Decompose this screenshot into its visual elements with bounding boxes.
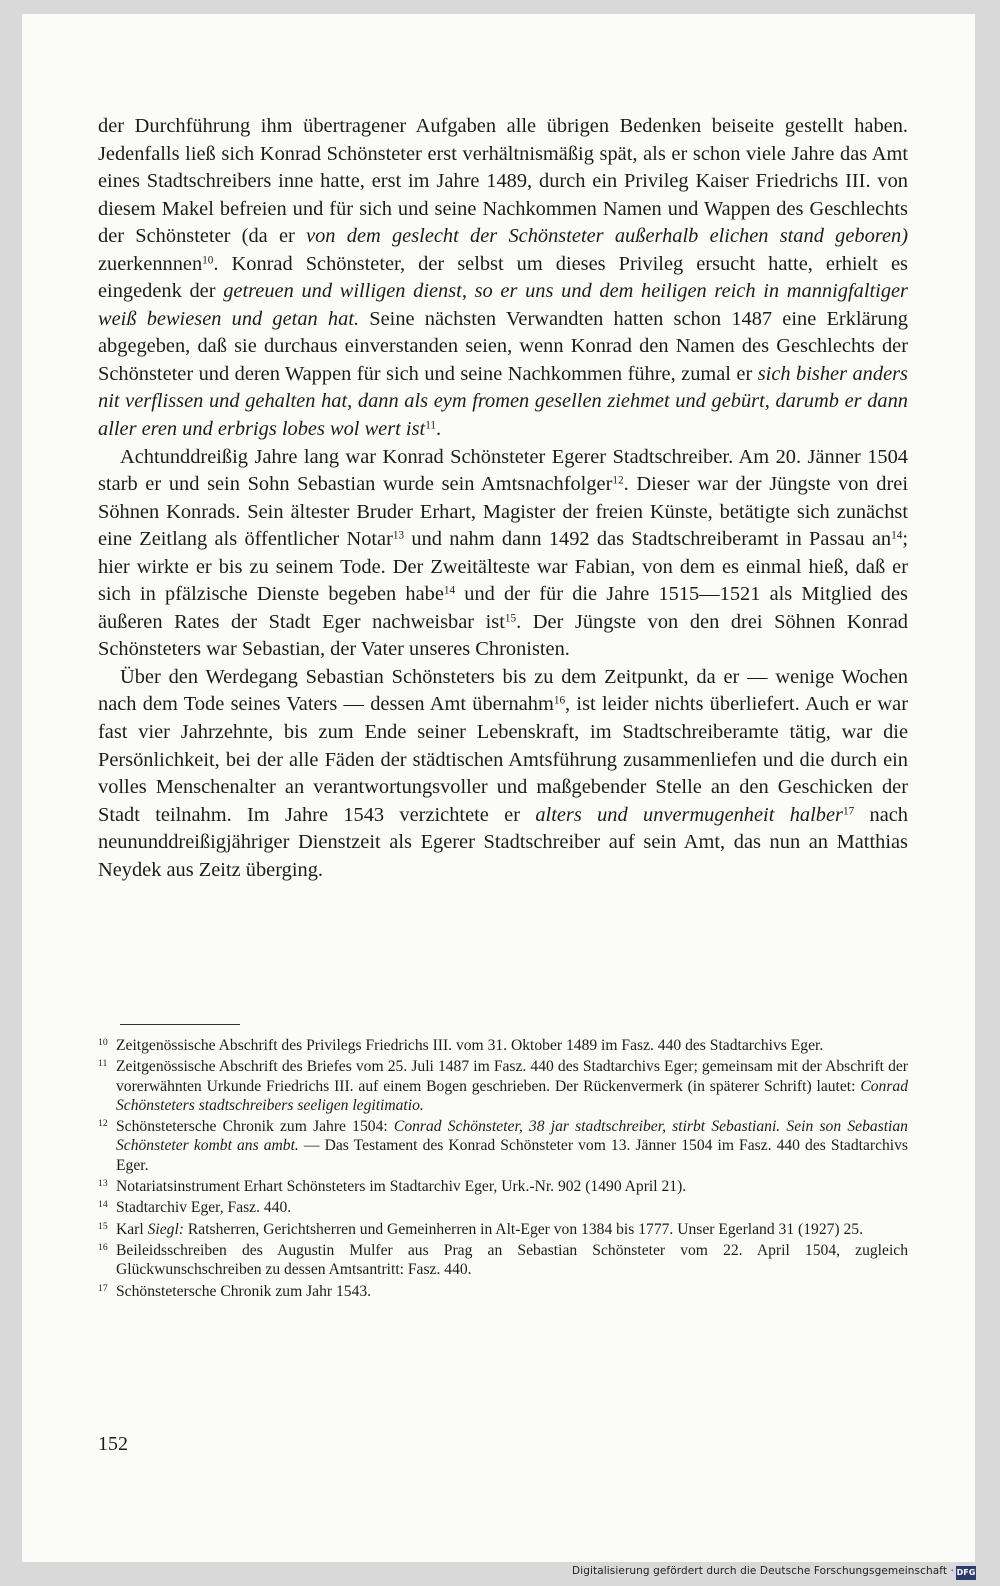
footnote-ref: 11: [425, 419, 436, 432]
footnote-text: [116, 1178, 686, 1195]
text-run: Notariatsinstrument Erhart Schönsteters im Stadtarchiv Eger, Urk.-Nr. 902 (1490 April 21).: [116, 1178, 687, 1196]
page-number: 152: [98, 1433, 128, 1455]
text-run: Schönstetersche Chronik zum Jahre 1504:: [116, 1118, 394, 1136]
footnotes: [98, 1036, 908, 1303]
italic-quote: Siegl:: [147, 1220, 184, 1238]
text-run: Zeitgenössische Abschrift des Briefes vom 25. Juli 1487 im Fasz. 440 des Stadtarchivs Eger; gemeinsam mit der Abschrift der vorerwähnten Urkunde Friedrichs III. auf einem Bogen geschrieben. Der Rückenvermerk (in späterer Schrift) lautet:: [116, 1058, 908, 1095]
footnote-ref: 17: [842, 804, 855, 817]
italic-quote: Conrad Schönsteters stadtschreibers seeligen legitimatio.: [116, 1077, 908, 1114]
text-run: Schönstetersche Chronik zum Jahr 1543.: [116, 1282, 372, 1300]
italic-quote: von dem geslecht der Schönsteter außerhalb elichen stand geboren): [306, 225, 908, 248]
footnote-13: [98, 1177, 908, 1196]
text-run: .: [436, 418, 442, 441]
paragraph-3: [98, 664, 908, 884]
footnote-text: [116, 1283, 371, 1300]
footnote-number: 17: [98, 1282, 108, 1294]
footnote-text: [116, 1058, 908, 1114]
footnote-16: [98, 1241, 908, 1280]
footnote-17: [98, 1282, 908, 1301]
italic-quote: Conrad Schönsteter, 38 jar stadtschreiber, stirbt Sebastiani. Sein son Sebastian Schönsteter kombt ans ambt.: [116, 1118, 908, 1155]
text-run: ; hier wirkte er bis zu seinem Tode. Der Zweitälteste war Fabian, von dem es einmal hieß, daß er sich in pfälzische Dienste begeben habe: [98, 528, 908, 606]
footnote-separator: [120, 1024, 240, 1025]
footnote-number: 13: [98, 1178, 108, 1190]
text-run: und der für die Jahre 1515—1521 als Mitglied des äußeren Rates der Stadt Eger nachweisbar ist: [98, 583, 908, 633]
footnote-14: [98, 1198, 908, 1217]
footnote-ref: 15: [504, 612, 517, 625]
footnote-text: [116, 1118, 908, 1174]
footnote-number: 11: [98, 1058, 108, 1070]
text-run: , ist leider nichts überliefert. Auch er war fast vier Jahrzehnte, bis zum Ende seiner Lebenskraft, im Stadtschreiberamte tätig, war die Persönlichkeit, bei der alle Fäden der städtischen Amtsführung zusammenliefen und die durch ein volles Menschenalter an verantwortungsvoller und maßgebender Stelle an den Geschicken der Stadt teilnahm. Im Jahre 1543 verzichtete er: [98, 693, 908, 826]
footnote-10: [98, 1036, 908, 1055]
main-text: [98, 113, 908, 884]
digitization-footer: [0, 1562, 1000, 1586]
text-run: Stadtarchiv Eger, Fasz. 440.: [116, 1199, 292, 1217]
footnote-number: 16: [98, 1241, 108, 1253]
footnote-text: [116, 1242, 908, 1278]
footnote-number: 10: [98, 1037, 108, 1048]
footnote-ref: 14: [443, 584, 456, 597]
text-run: nach neununddreißigjähriger Dienstzeit als Egerer Stadtschreiber auf sein Amt, das nun an Matthias Neydek aus Zeitz überging.: [98, 803, 908, 881]
text-run: Seine nächsten Verwandten hatten schon 1487 eine Erklärung abgegeben, daß sie durchaus einverstanden seien, wenn Konrad den Namen des Geschlechts der Schönsteter und deren Wappen für sich und seine Nachkommen führe, zumal er: [98, 307, 908, 385]
text-run: Zeitgenössische Abschrift des Privilegs Friedrichs III. vom 31. Oktober 1489 im Fasz. 440 des Stadtarchivs Eger.: [116, 1037, 824, 1054]
footnote-number: 14: [98, 1199, 108, 1211]
footnote-12: [98, 1117, 908, 1175]
footnote-number: 15: [98, 1220, 108, 1232]
text-run: Ratsherren, Gerichtsherren und Gemeinherren in Alt-Eger von 1384 bis 1777. Unser Egerland 31 (1927) 25.: [183, 1220, 863, 1238]
body-text: [98, 113, 908, 884]
text-run: Über den Werdegang Sebastian Schönsteters bis zu dem Zeitpunkt, da er — wenige Wochen nach dem Tode seines Vaters — dessen Amt übernahm: [98, 665, 908, 716]
footnote-text: [116, 1037, 823, 1054]
footnote-15: [98, 1220, 908, 1239]
footnote-ref: 13: [392, 529, 405, 542]
dfg-logo-icon: DFG: [956, 1566, 976, 1580]
footnote-text: [116, 1221, 863, 1238]
footnote-number: 12: [98, 1118, 108, 1130]
paragraph-2: [98, 444, 908, 664]
text-run: zuerkennnen: [98, 252, 203, 275]
text-run: Beileidsschreiben des Augustin Mulfer aus Prag an Sebastian Schönsteter vom 22. April 1504, zugleich Glückwunschschreiben zu dessen Amtsantritt: Fasz. 440.: [116, 1241, 908, 1279]
text-run: . Der Jüngste von den drei Söhnen Konrad Schönsteters war Sebastian, der Vater unseres Chronisten.: [98, 610, 909, 661]
text-run: — Das Testament des Konrad Schönsteter vom 13. Jänner 1504 im Fasz. 440 des Stadtarchivs Eger.: [116, 1137, 908, 1174]
footnote-ref: 16: [553, 694, 566, 707]
footnote-ref: 14: [891, 529, 903, 542]
text-run: . Konrad Schönsteter, der selbst um dieses Privileg ersucht hatte, erhielt es eingedenk der: [98, 252, 908, 303]
italic-quote: alters und unvermugenheit halber: [535, 803, 843, 826]
italic-quote: getreuen und willigen dienst, so er uns und dem heiligen reich in mannigfaltiger weiß bewiesen und getan hat.: [98, 280, 908, 330]
footnote-ref: 10: [202, 254, 214, 267]
text-run: der Durchführung ihm übertragener Aufgaben alle übrigen Bedenken beiseite gestellt haben. Jedenfalls ließ sich Konrad Schönsteter erst verhältnismäßig spät, als er schon viele Jahre das Amt eines Stadtschreibers inne hatte, erst im Jahre 1489, durch ein Privileg Kaiser Friedrichs III. von diesem Makel befreien und für sich und seine Nachkommen Namen und Wappen des Geschlechts der Schönsteter (da er: [98, 115, 908, 248]
footnote-text: [116, 1199, 291, 1216]
digitization-credit: Digitalisierung gefördert durch die Deutsche Forschungsgemeinschaft ·: [572, 1565, 954, 1577]
text-run: Karl: [116, 1220, 148, 1238]
footnote-ref: 12: [612, 474, 624, 487]
italic-quote: sich bisher anders nit verflissen und gehalten hat, dann als eym fromen gesellen ziehmet und gebürt, darumb er dann aller eren und erbrigs lobes wol wert ist: [98, 362, 908, 441]
text-run: Achtunddreißig Jahre lang war Konrad Schönsteter Egerer Stadtschreiber. Am 20. Jänner 1504 starb er und sein Sohn Sebastian wurde sein Amtsnachfolger: [98, 445, 908, 496]
footnote-11: [98, 1057, 908, 1115]
text-run: und nahm dann 1492 das Stadtschreiberamt in Passau an: [404, 528, 892, 551]
paragraph-1: [98, 113, 908, 444]
text-run: . Dieser war der Jüngste von drei Söhnen Konrads. Sein ältester Bruder Erhart, Magister der freien Künste, betätigte sich zunächst eine Zeitlang als öffentlicher Notar: [98, 473, 908, 551]
